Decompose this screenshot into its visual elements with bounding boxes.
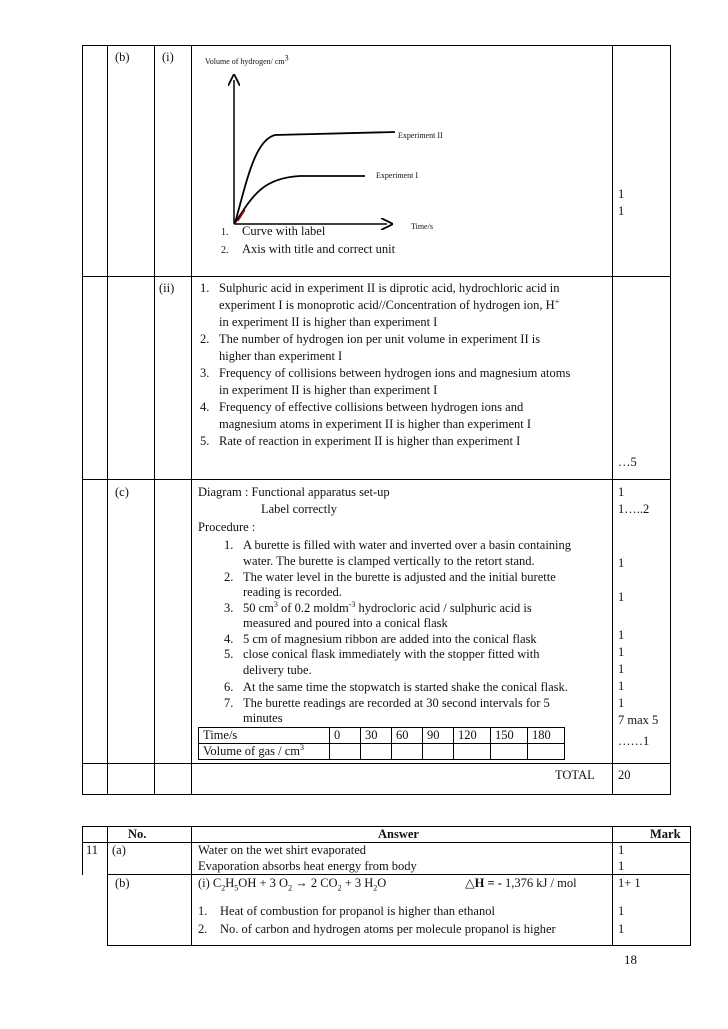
t2-a-mark1: 1 <box>618 843 625 857</box>
graph-label-experiment-1: Experiment I <box>376 171 418 180</box>
t1-border-left <box>82 45 83 795</box>
label-b-ii: (ii) <box>159 281 175 295</box>
mark-b-i-2: 1 <box>618 204 625 218</box>
total-label: TOTAL <box>555 768 595 782</box>
t1-row-divider <box>82 763 671 764</box>
t2-b-mark2: 1 <box>618 922 625 936</box>
t1-col-divider <box>191 45 192 795</box>
t1-border-right <box>670 45 671 795</box>
t2-b-point-2: 2. No. of carbon and hydrogen atoms per molecule propanol is higher <box>198 922 556 936</box>
t2-col-divider <box>107 826 108 946</box>
label-b-i: (i) <box>162 50 174 64</box>
t2-col-divider <box>612 826 613 946</box>
t2-header-divider <box>82 842 690 843</box>
c-diagram-line2: Label correctly <box>261 502 337 516</box>
t2-b-mark1: 1 <box>618 904 625 918</box>
t1-border-bottom <box>82 794 671 795</box>
total-value: 20 <box>618 768 631 782</box>
gas-table-row-time: Time/s 0 30 60 90 120 150 180 <box>199 728 565 744</box>
t2-border-bottom <box>107 945 690 946</box>
criterion-2: 2. Axis with title and correct unit <box>221 242 396 256</box>
label-b: (b) <box>115 50 130 64</box>
t2-label-b: (b) <box>115 876 130 890</box>
gas-table-row-volume: Volume of gas / $cm^3$ <box>199 744 565 760</box>
t2-col-divider <box>191 826 192 946</box>
arrow-right-icon: → <box>295 876 308 890</box>
criterion-1: 1. Curve with label <box>221 224 326 238</box>
t2-a-mark2: 1 <box>618 859 625 873</box>
t2-header-mark: Mark <box>650 827 681 841</box>
t2-b-eq-mark: 1+ 1 <box>618 876 641 890</box>
t2-b-equation: (i) $C_2H_5OH + 3$ $O_2 \to 2$ $CO_2 + 3$ $H_2O$ <box>198 876 387 893</box>
t1-col-divider <box>107 45 108 795</box>
graph-label-experiment-2: Experiment II <box>398 131 443 140</box>
t2-border-right <box>690 826 691 946</box>
page-number: 18 <box>624 952 637 967</box>
c-diagram-line1: Diagram : Functional apparatus set-up <box>198 485 390 499</box>
t1-col-divider <box>154 45 155 795</box>
t2-b-enthalpy: △H = - 1,376 kJ / mol <box>465 876 577 890</box>
gas-table <box>198 727 565 760</box>
t1-row-divider <box>82 479 671 480</box>
t2-label-a: (a) <box>112 843 126 857</box>
t1-col-divider <box>612 45 613 795</box>
mark-b-ii: …5 <box>618 455 637 469</box>
t1-row-divider <box>82 276 671 277</box>
t2-border-left <box>82 826 83 875</box>
t2-a-line2: Evaporation absorbs heat energy from body <box>198 859 417 873</box>
graph-x-axis-label: Time/s <box>411 222 433 231</box>
t2-q-no: 11 <box>86 843 99 857</box>
graph-curve-experiment-1 <box>235 176 365 223</box>
c-procedure-heading: Procedure : <box>198 520 256 534</box>
graph-y-axis-label: Volume of hydrogen/ $cm^3$ <box>205 53 289 66</box>
label-c: (c) <box>115 485 129 499</box>
graph <box>215 70 415 230</box>
t1-border-top <box>82 45 671 46</box>
t2-row-divider <box>107 874 690 875</box>
t2-header-answer: Answer <box>378 827 419 841</box>
t2-a-line1: Water on the wet shirt evaporated <box>198 843 367 857</box>
delta-icon: △ <box>465 876 475 890</box>
t2-b-point-1: 1. Heat of combustion for propanol is higher than ethanol <box>198 904 495 918</box>
mark-b-i-1: 1 <box>618 187 625 201</box>
graph-curve-experiment-2 <box>235 132 395 223</box>
t2-header-no: No. <box>128 827 147 841</box>
